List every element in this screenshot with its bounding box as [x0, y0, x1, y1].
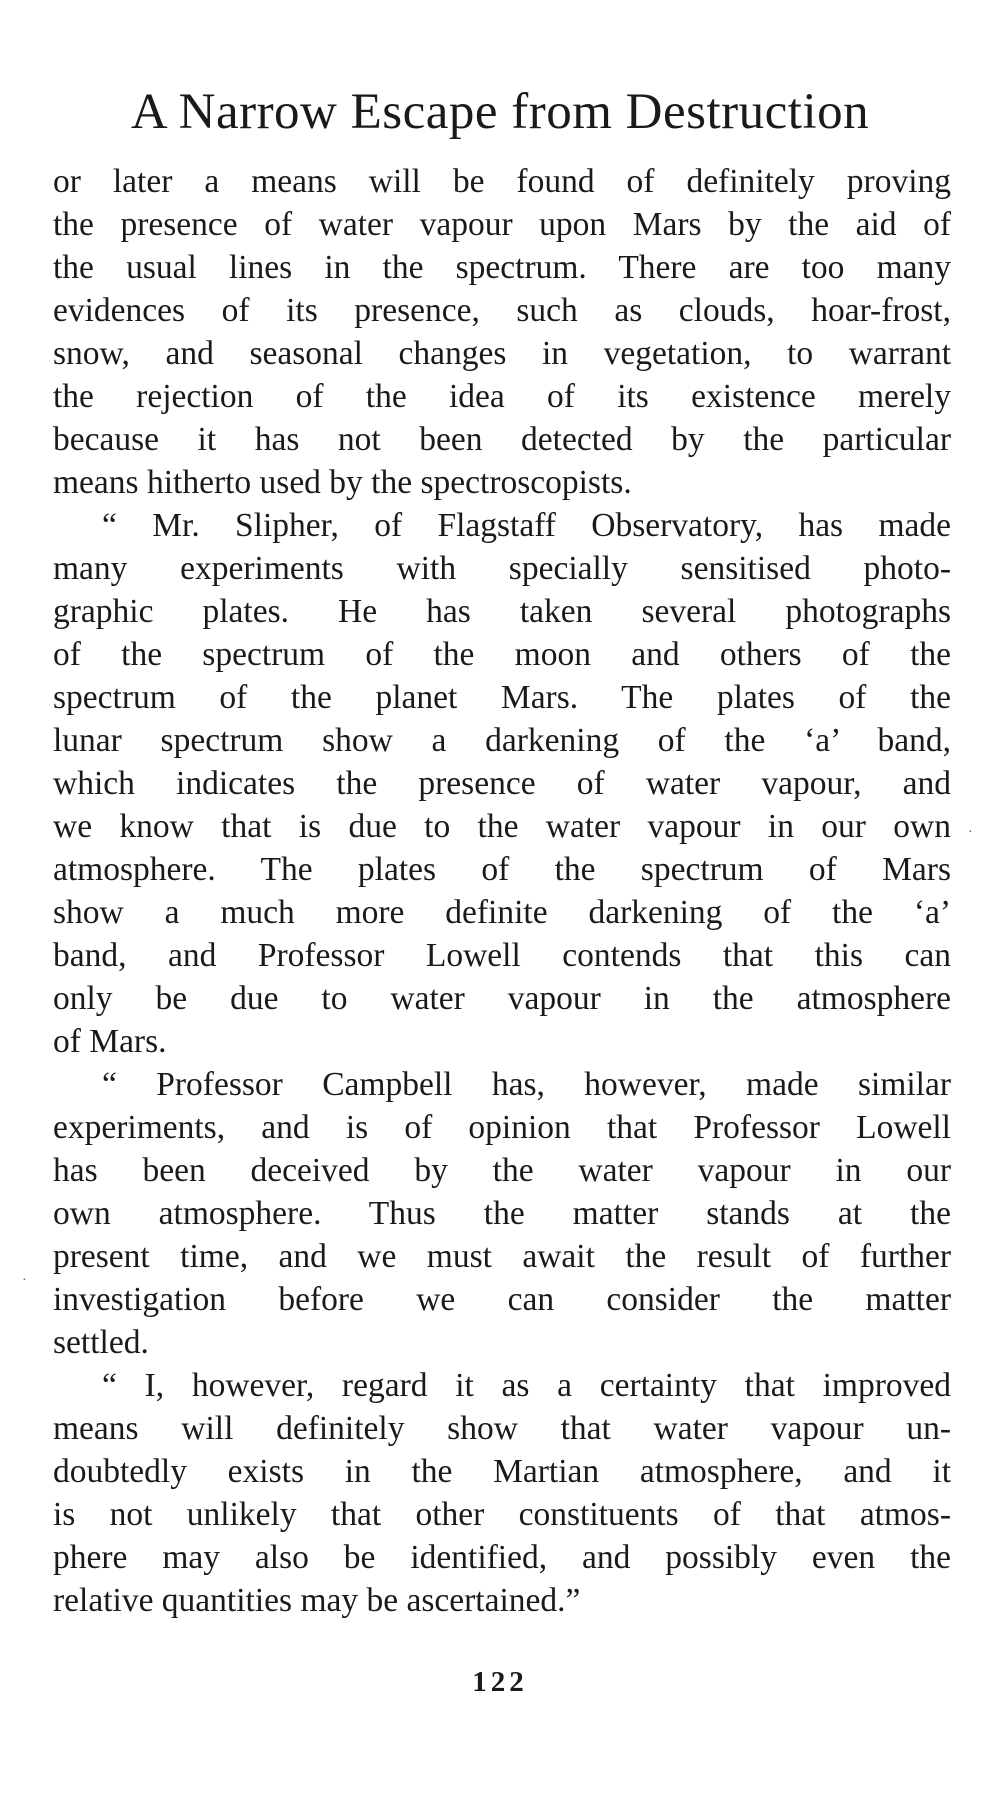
text-line: atmosphere. The plates of the spectrum of Mars — [53, 851, 951, 888]
text-line: means will definitely show that water vapour un- — [53, 1410, 951, 1447]
text-line: we know that is due to the water vapour in our own — [53, 808, 951, 845]
text-line: doubtedly exists in the Martian atmosphere, and it — [53, 1453, 951, 1490]
text-line: “ Professor Campbell has, however, made similar — [102, 1066, 951, 1103]
text-line: own atmosphere. Thus the matter stands at the — [53, 1195, 951, 1232]
text-line: many experiments with specially sensitised photo- — [53, 550, 951, 587]
text-line: evidences of its presence, such as clouds, hoar-frost, — [53, 292, 951, 329]
text-line: experiments, and is of opinion that Professor Lowell — [53, 1109, 951, 1146]
text-line: is not unlikely that other constituents of that atmos- — [53, 1496, 951, 1533]
text-line: present time, and we must await the result of further — [53, 1238, 951, 1275]
scan-speck: · — [968, 825, 973, 840]
running-head: A Narrow Escape from Destruction — [130, 84, 870, 140]
text-line: lunar spectrum show a darkening of the ‘a’ band, — [53, 722, 951, 759]
scan-speck: · — [22, 1273, 27, 1288]
text-line: because it has not been detected by the particular — [53, 421, 951, 458]
text-line: “ Mr. Slipher, of Flagstaff Observatory, has made — [102, 507, 951, 544]
text-line: of the spectrum of the moon and others of the — [53, 636, 951, 673]
text-line: which indicates the presence of water vapour, and — [53, 765, 951, 802]
text-line: phere may also be identified, and possibly even the — [53, 1539, 951, 1576]
text-line: of Mars. — [53, 1023, 167, 1060]
text-line: only be due to water vapour in the atmosphere — [53, 980, 951, 1017]
text-line: show a much more definite darkening of the ‘a’ — [53, 894, 951, 931]
text-line: the rejection of the idea of its existence merely — [53, 378, 951, 415]
text-line: spectrum of the planet Mars. The plates of the — [53, 679, 951, 716]
text-line: graphic plates. He has taken several photographs — [53, 593, 951, 630]
text-line: band, and Professor Lowell contends that this can — [53, 937, 951, 974]
text-line: “ I, however, regard it as a certainty that improved — [102, 1367, 951, 1404]
text-line: has been deceived by the water vapour in our — [53, 1152, 951, 1189]
text-line: the usual lines in the spectrum. There are too many — [53, 249, 951, 286]
text-line: investigation before we can consider the matter — [53, 1281, 951, 1318]
text-line: snow, and seasonal changes in vegetation, to warrant — [53, 335, 951, 372]
text-line: settled. — [53, 1324, 149, 1361]
text-line: relative quantities may be ascertained.” — [53, 1582, 581, 1619]
text-line: or later a means will be found of definitely proving — [53, 163, 951, 200]
page-number: 122 — [472, 1666, 528, 1698]
text-line: means hitherto used by the spectroscopists. — [53, 464, 632, 501]
text-line: the presence of water vapour upon Mars by the aid of — [53, 206, 951, 243]
